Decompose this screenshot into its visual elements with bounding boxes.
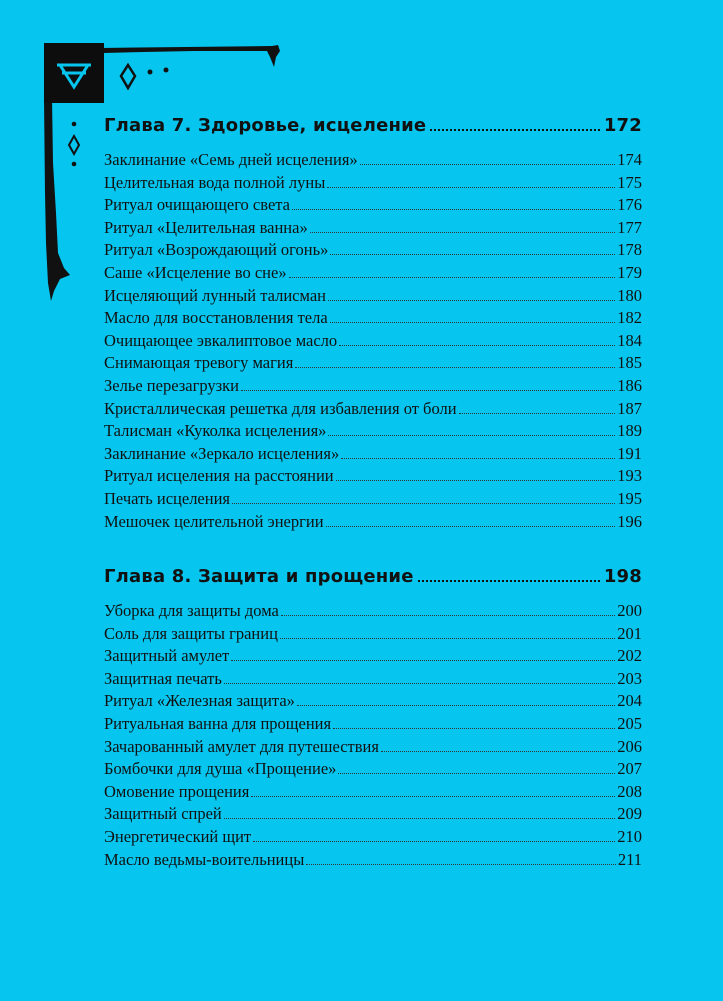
dot-leader: [224, 683, 615, 684]
entry-title: Исцеляющий лунный талисман: [104, 285, 326, 305]
dot-leader: [306, 864, 616, 865]
entry-title: Защитный спрей: [104, 804, 222, 824]
entry-page: 189: [617, 421, 642, 441]
entry-title: Кристаллическая решетка для избавления от боли: [104, 398, 457, 418]
entry-page: 210: [617, 826, 642, 846]
toc-entry[interactable]: [104, 803, 642, 826]
chapter-page: 198: [603, 566, 642, 587]
dot-leader: [327, 187, 615, 188]
entry-title: Ритуал «Целительная ванна»: [104, 217, 308, 237]
toc-entry[interactable]: [104, 443, 642, 466]
entry-title: Ритуал «Возрождающий огонь»: [104, 240, 329, 260]
dot-leader: [330, 254, 615, 255]
toc-entry[interactable]: [104, 375, 642, 398]
entry-page: 186: [617, 375, 642, 395]
toc-entry[interactable]: [104, 758, 642, 781]
entry-title: Зачарованный амулет для путешествия: [104, 736, 379, 756]
dot-leader: [381, 751, 615, 752]
dot-leader: [292, 209, 615, 210]
alchemy-emblem: [44, 43, 104, 103]
entry-title: Бомбочки для душа «Прощение»: [104, 759, 337, 779]
entry-page: 175: [617, 172, 642, 192]
toc-entry[interactable]: [104, 398, 642, 421]
chapter-title: Глава 8. Защита и прощение: [104, 566, 414, 587]
toc-entry[interactable]: [104, 330, 642, 353]
entry-page: 182: [617, 308, 642, 328]
toc-entry[interactable]: [104, 307, 642, 330]
entry-page: 202: [617, 646, 642, 666]
entry-title: Уборка для защиты дома: [104, 601, 279, 620]
dot-leader: [338, 773, 615, 774]
entry-page: 184: [617, 330, 642, 350]
entry-page: 178: [617, 240, 642, 260]
dot-leader: [241, 390, 615, 391]
entry-title: Зелье перезагрузки: [104, 375, 239, 395]
entry-title: Ритуальная ванна для прощения: [104, 713, 332, 733]
entry-title: Снимающая тревогу магия: [104, 353, 294, 373]
entry-list: [104, 600, 642, 871]
toc-entry[interactable]: [104, 736, 642, 759]
dot-leader: [326, 526, 616, 527]
entry-page: 185: [617, 353, 642, 373]
dot-leader: [328, 435, 615, 436]
chapter-8-section: [104, 566, 642, 871]
entry-title: Талисман «Куколка исцеления»: [104, 421, 327, 441]
dot-leader: [232, 503, 615, 504]
dot-leader: [251, 796, 615, 797]
entry-page: 208: [617, 781, 642, 801]
chapter-heading[interactable]: [104, 115, 642, 143]
dot-leader: [360, 164, 616, 165]
toc-entry[interactable]: [104, 285, 642, 308]
toc-entry[interactable]: [104, 668, 642, 691]
entry-page: 205: [617, 713, 642, 733]
entry-title: Ритуал очищающего света: [104, 195, 291, 215]
entry-page: 195: [617, 488, 642, 508]
entry-page: 193: [617, 466, 642, 486]
entry-page: 177: [617, 217, 642, 237]
dot-leader: [336, 480, 616, 481]
diamond-dots-ornament: [118, 62, 178, 92]
entry-title: Защитный амулет: [104, 646, 230, 666]
entry-title: Масло для восстановления тела: [104, 308, 328, 328]
toc-entry[interactable]: [104, 262, 642, 285]
entry-page: 187: [617, 398, 642, 418]
entry-title: Заклинание «Семь дней исцеления»: [104, 150, 358, 169]
dot-leader: [289, 277, 616, 278]
entry-title: Очищающее эвкалиптовое масло: [104, 330, 338, 350]
dot-leader: [224, 818, 615, 819]
entry-page: 200: [617, 601, 642, 620]
entry-page: 191: [617, 443, 642, 463]
toc-entry[interactable]: [104, 713, 642, 736]
toc-entry[interactable]: [104, 849, 642, 872]
entry-title: Заклинание «Зеркало исцеления»: [104, 443, 340, 463]
dot-leader: [280, 638, 615, 639]
entry-page: 180: [617, 285, 642, 305]
toc-entry[interactable]: [104, 172, 642, 195]
dot-leader: [310, 232, 616, 233]
dot-leader: [253, 841, 615, 842]
entry-title: Ритуал «Железная защита»: [104, 691, 295, 711]
toc-entry[interactable]: [104, 690, 642, 713]
toc-entry[interactable]: [104, 645, 642, 668]
entry-page: 209: [617, 804, 642, 824]
dot-leader: [330, 322, 616, 323]
entry-page: 206: [617, 736, 642, 756]
entry-page: 176: [617, 195, 642, 215]
entry-title: Печать исцеления: [104, 488, 230, 508]
side-dots-ornament: [64, 118, 84, 170]
toc-entry[interactable]: [104, 465, 642, 488]
chapter-title: Глава 7. Здоровье, исцеление: [104, 115, 427, 136]
entry-title: Ритуал исцеления на расстоянии: [104, 466, 334, 486]
dot-leader: [333, 728, 615, 729]
entry-title: Энергетический щит: [104, 826, 252, 846]
inverted-triangle-icon: [44, 43, 104, 103]
toc-entry[interactable]: [104, 217, 642, 240]
toc-entry[interactable]: [104, 149, 642, 172]
entry-title: Омовение прощения: [104, 781, 250, 801]
toc-entry[interactable]: [104, 826, 642, 849]
entry-page: 179: [617, 262, 642, 282]
entry-page: 201: [617, 623, 642, 643]
dot-leader: [231, 660, 615, 661]
entry-page: 196: [617, 511, 642, 531]
toc-entry[interactable]: [104, 420, 642, 443]
toc-entry[interactable]: [104, 194, 642, 217]
toc-entry[interactable]: [104, 511, 642, 534]
toc-entry[interactable]: [104, 239, 642, 262]
entry-page: 211: [617, 849, 642, 869]
dot-leader: [459, 413, 616, 414]
chapter-7-section: [104, 115, 642, 533]
dot-leader: [328, 300, 615, 301]
toc-entry[interactable]: [104, 623, 642, 646]
entry-page: 174: [617, 150, 642, 169]
entry-list: [104, 149, 642, 533]
dot-leader: [297, 705, 615, 706]
dot-leader: [418, 580, 600, 582]
entry-title: Масло ведьмы-воительницы: [104, 849, 305, 869]
entry-title: Защитная печать: [104, 668, 222, 688]
dot-leader: [281, 615, 615, 616]
entry-title: Саше «Исцеление во сне»: [104, 262, 287, 282]
dot-leader: [430, 129, 599, 131]
entry-title: Целительная вода полной луны: [104, 172, 326, 192]
toc-entry[interactable]: [104, 600, 642, 623]
entry-page: 203: [617, 668, 642, 688]
entry-title: Соль для защиты границ: [104, 623, 278, 643]
entry-page: 204: [617, 691, 642, 711]
entry-page: 207: [617, 759, 642, 779]
entry-title: Мешочек целительной энергии: [104, 511, 324, 531]
toc-entry[interactable]: [104, 488, 642, 511]
toc-entry[interactable]: [104, 781, 642, 804]
chapter-heading[interactable]: [104, 566, 642, 594]
dot-leader: [295, 367, 615, 368]
chapter-page: 172: [603, 115, 642, 136]
dot-leader: [341, 458, 615, 459]
dot-leader: [339, 345, 615, 346]
toc-entry[interactable]: [104, 352, 642, 375]
